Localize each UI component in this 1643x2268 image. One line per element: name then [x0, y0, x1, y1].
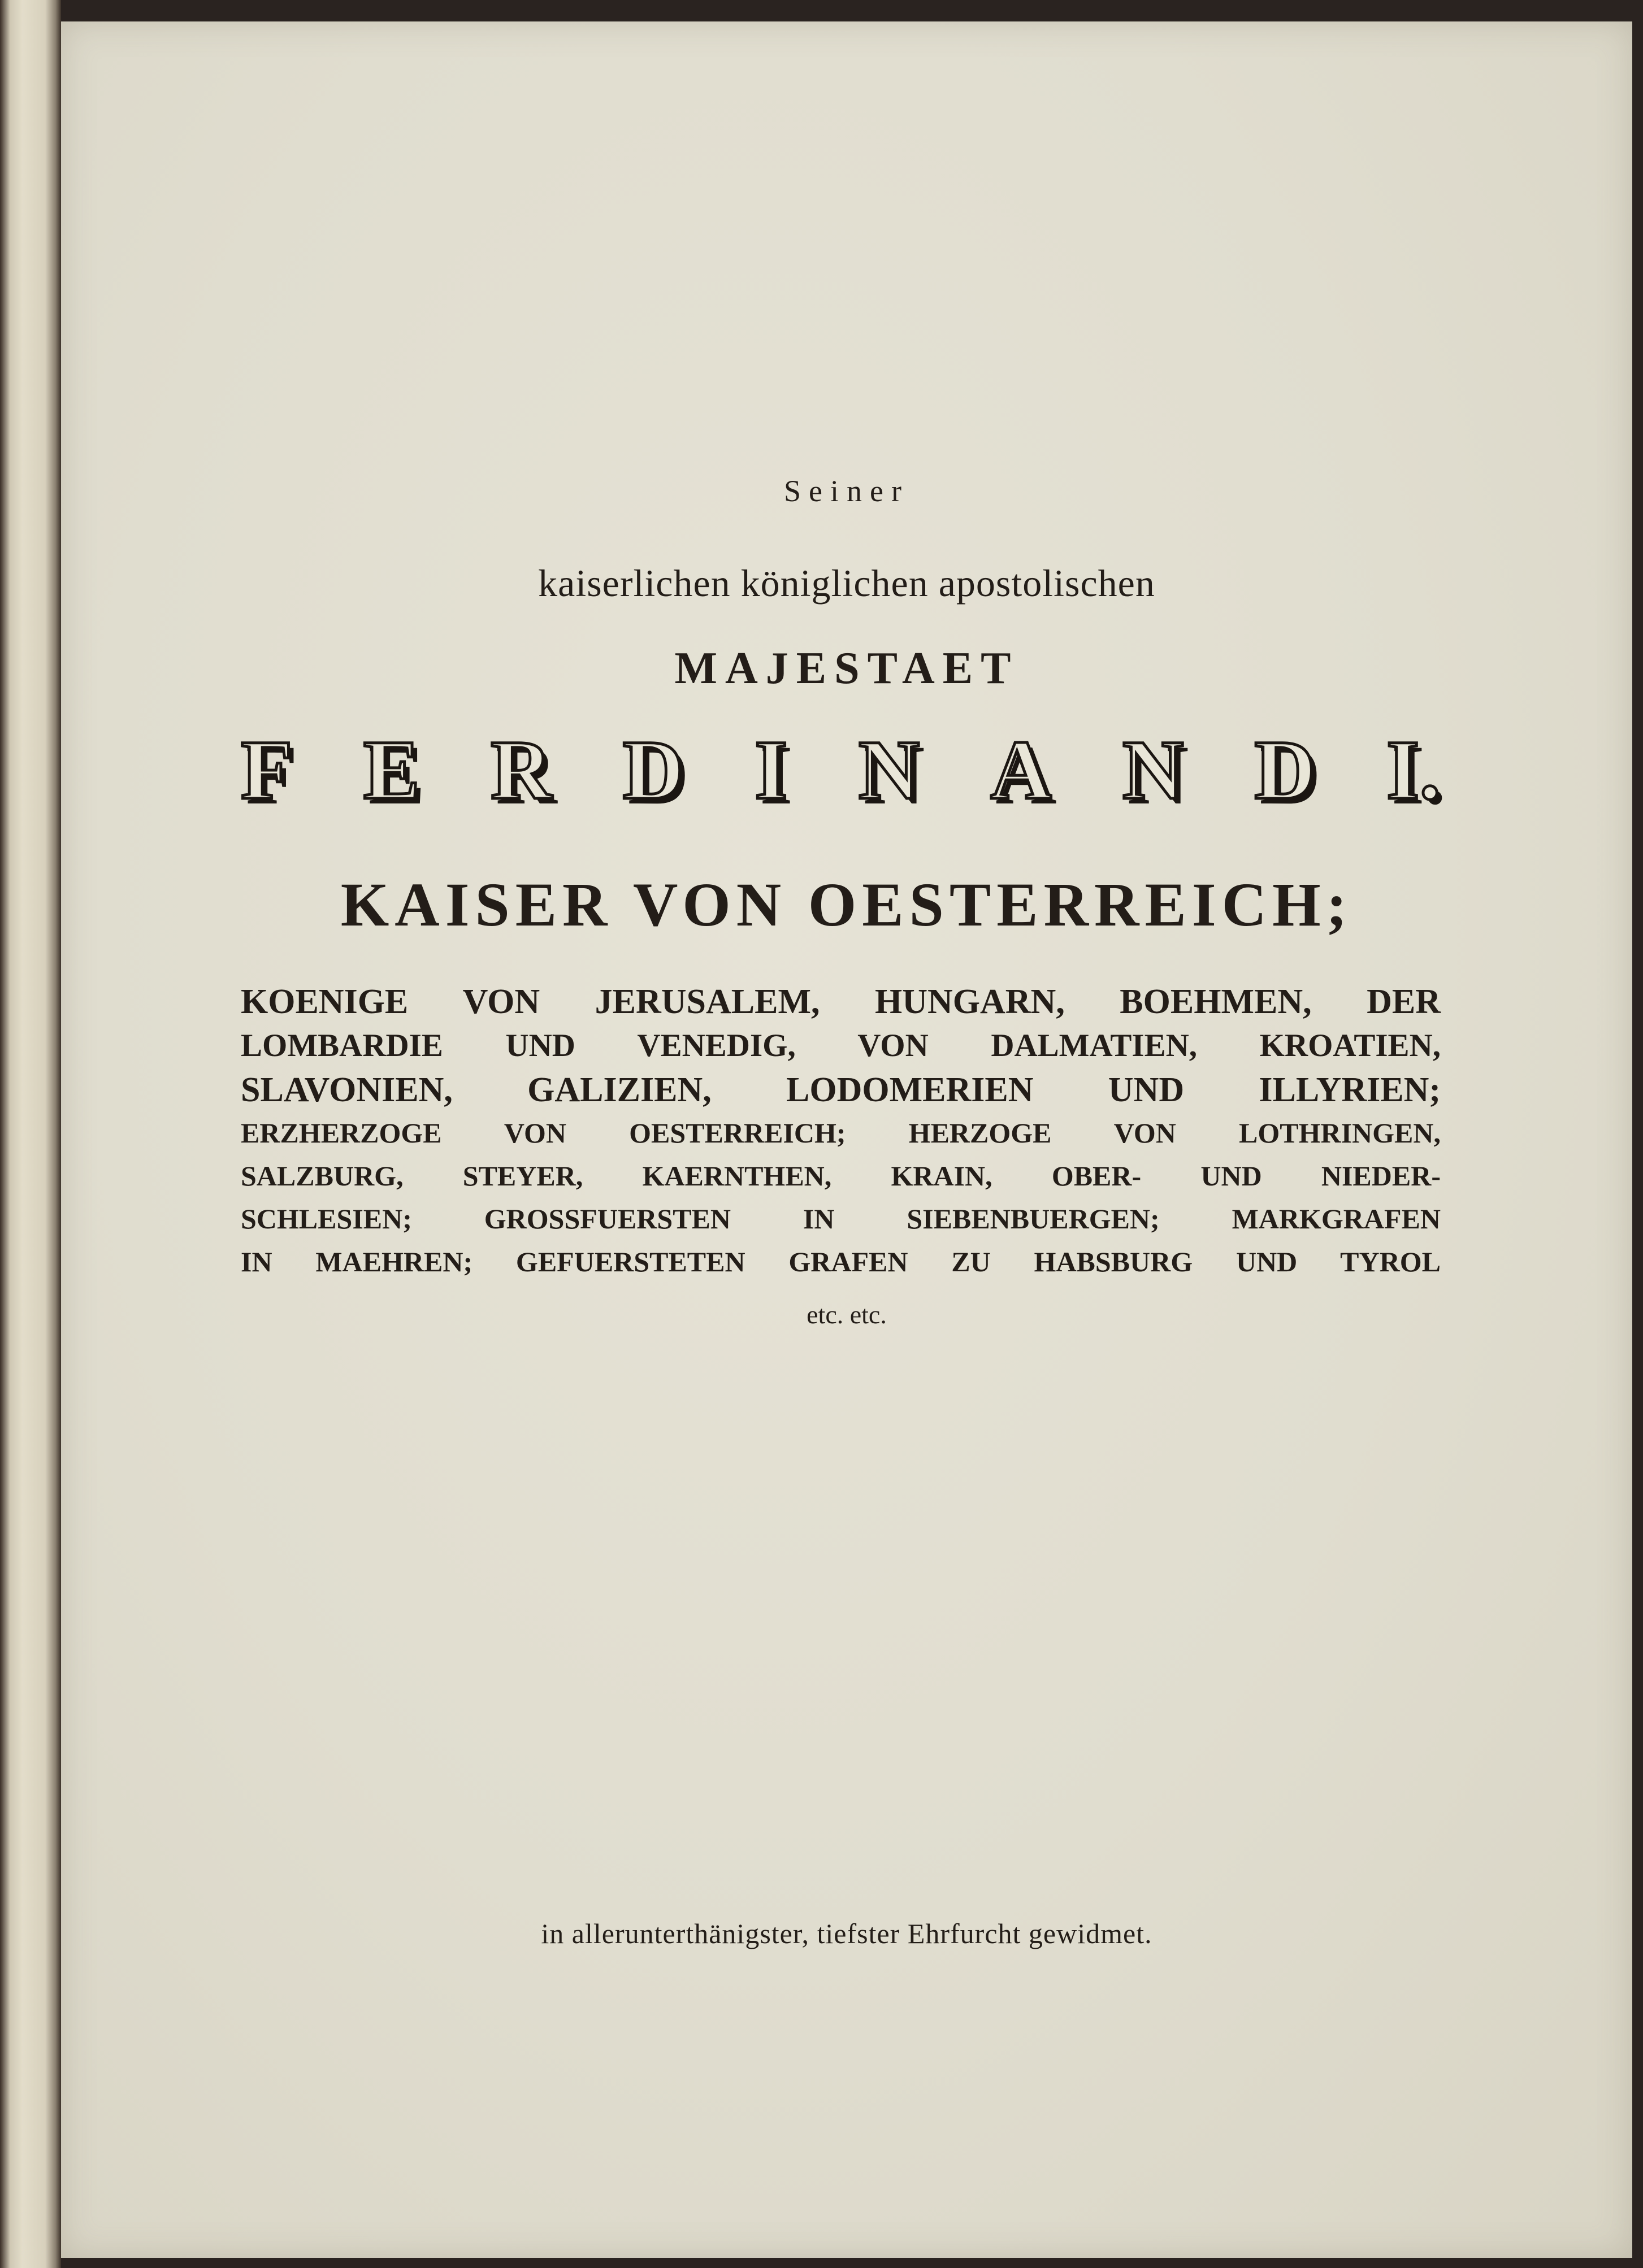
- royal-titles-block: [241, 982, 1441, 1288]
- dedication-epithets: kaiserlichen königlichen apostolischen: [538, 562, 1155, 605]
- name-letter: I: [755, 723, 788, 817]
- name-letter: E: [363, 723, 420, 817]
- dedication-line: in allerunterthänigster, tiefster Ehrfurcht gewidmet.: [541, 1918, 1152, 1949]
- title-line: LOMBARDIE UND VENEDIG, VON DALMATIEN, KROATIEN,: [241, 1028, 1441, 1063]
- title-line: SALZBURG, STEYER, KAERNTHEN, KRAIN, OBER- UND NIEDER-: [241, 1160, 1441, 1192]
- title-line: SLAVONIEN, GALIZIEN, LODOMERIEN UND ILLYRIEN;: [241, 1071, 1441, 1109]
- title-line: IN MAEHREN; GEFUERSTETEN GRAFEN ZU HABSBURG UND TYROL: [241, 1246, 1441, 1278]
- ferdinand-decorative-name: [241, 719, 1441, 821]
- title-line: SCHLESIEN; GROSSFUERSTEN IN SIEBENBUERGEN; MARKGRAFEN: [241, 1203, 1441, 1235]
- title-line: ERZHERZOGE VON OESTERREICH; HERZOGE VON LOTHRINGEN,: [241, 1117, 1441, 1149]
- name-letter: N: [1122, 723, 1184, 817]
- emperor-title: KAISER VON OESTERREICH;: [340, 870, 1353, 939]
- name-letter: R: [491, 723, 552, 817]
- name-regnal-number: I.: [1386, 723, 1441, 817]
- book-binding-edge: [0, 0, 61, 2268]
- name-letter: F: [241, 723, 293, 817]
- title-page: [61, 21, 1632, 2258]
- etc-line: etc. etc.: [807, 1300, 887, 1329]
- name-letter: A: [990, 723, 1052, 817]
- majesty-title: MAJESTAET: [674, 644, 1019, 693]
- name-letter: D: [1254, 723, 1316, 817]
- dedication-salutation: Seiner: [784, 474, 909, 508]
- name-letter: N: [858, 723, 920, 817]
- title-line: KOENIGE VON JERUSALEM, HUNGARN, BOEHMEN, DER: [241, 983, 1441, 1021]
- name-letter: D: [622, 723, 684, 817]
